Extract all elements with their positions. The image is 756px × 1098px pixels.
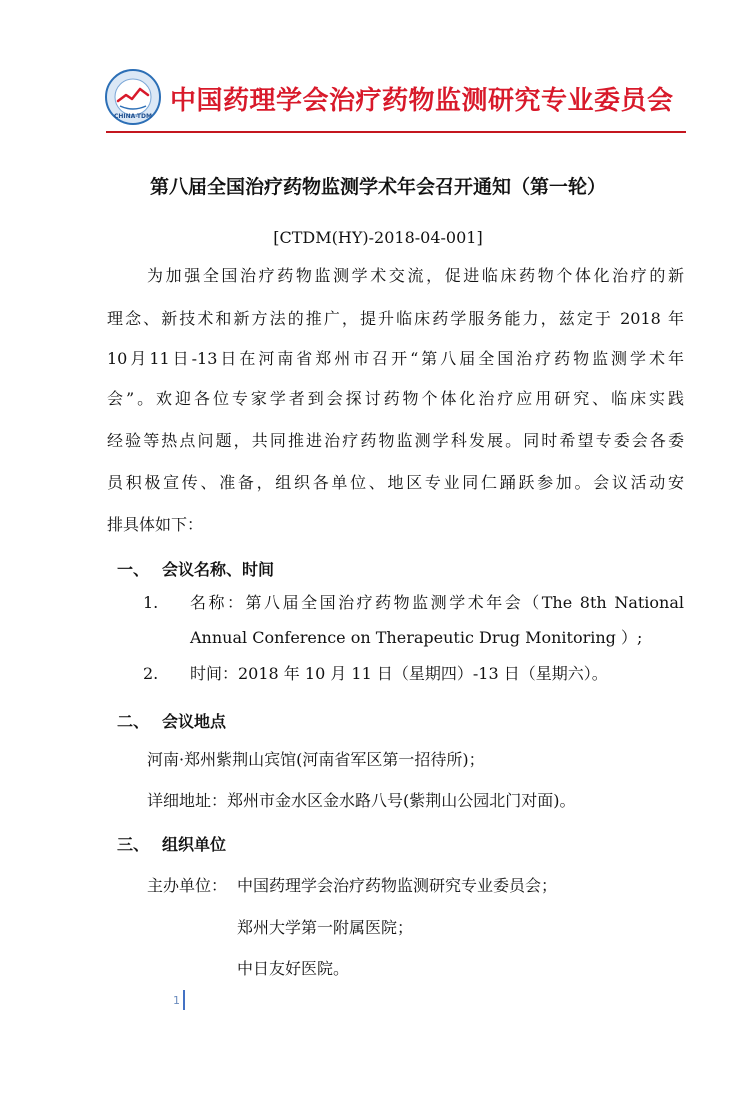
- intro-line-3: 10月11日-13日在河南省郑州市召开“第八届全国治疗药物监测学术年: [107, 349, 684, 368]
- list-item-1-number: 1.: [143, 593, 159, 612]
- header-rule: [106, 131, 686, 133]
- section-3-number: 三、: [117, 835, 150, 854]
- document-number: [CTDM(HY)-2018-04-001]: [273, 228, 483, 247]
- list-item-2-number: 2.: [143, 664, 159, 683]
- section-2-title: 会议地点: [162, 712, 227, 731]
- intro-line-2: 理念、新技术和新方法的推广，提升临床药学服务能力，兹定于 2018 年: [107, 309, 684, 328]
- list-item-1-line-2: Annual Conference on Therapeutic Drug Monitoring ）;: [190, 628, 643, 647]
- intro-line-4: 会”。欢迎各位专家学者到会探讨药物个体化治疗应用研究、临床实践: [107, 389, 684, 408]
- page-marker-bar: [183, 990, 185, 1010]
- intro-line-1: 为加强全国治疗药物监测学术交流，促进临床药物个体化治疗的新: [147, 266, 684, 285]
- organizer-label: 主办单位：: [147, 876, 228, 895]
- section-1-title: 会议名称、时间: [162, 560, 275, 579]
- org-logo: [104, 68, 162, 126]
- section-1-heading: [117, 557, 274, 580]
- address-line: 详细地址：郑州市金水区金水路八号(紫荆山公园北门对面)。: [147, 791, 576, 810]
- page-number: 1: [173, 994, 180, 1007]
- intro-line-6: 员积极宣传、准备，组织各单位、地区专业同仁踊跃参加。会议活动安: [107, 473, 684, 492]
- section-2-heading: [117, 709, 226, 732]
- list-item-2-line-1: 时间：2018 年 10 月 11 日（星期四）-13 日（星期六）。: [190, 664, 608, 683]
- logo-text: CHINA-TDM: [114, 113, 152, 120]
- section-3-heading: [117, 832, 226, 855]
- organizer-1: 中国药理学会治疗药物监测研究专业委员会；: [237, 876, 558, 895]
- intro-line-5: 经验等热点问题，共同推进治疗药物监测学科发展。同时希望专委会各委: [107, 431, 684, 450]
- document-title: 第八届全国治疗药物监测学术年会召开通知（第一轮）: [149, 176, 606, 198]
- section-3-title: 组织单位: [162, 835, 227, 854]
- intro-line-7: 排具体如下：: [107, 515, 204, 534]
- list-item-1-line-1: 名称：第八届全国治疗药物监测学术年会（The 8th National: [190, 593, 684, 612]
- org-name: 中国药理学会治疗药物监测研究专业委员会: [170, 86, 674, 116]
- venue-line: 河南·郑州紫荆山宾馆(河南省军区第一招待所)；: [147, 750, 485, 769]
- organizer-3: 中日友好医院。: [237, 959, 350, 978]
- section-1-number: 一、: [117, 560, 150, 579]
- section-2-number: 二、: [117, 712, 150, 731]
- organizer-2: 郑州大学第一附属医院；: [237, 918, 414, 937]
